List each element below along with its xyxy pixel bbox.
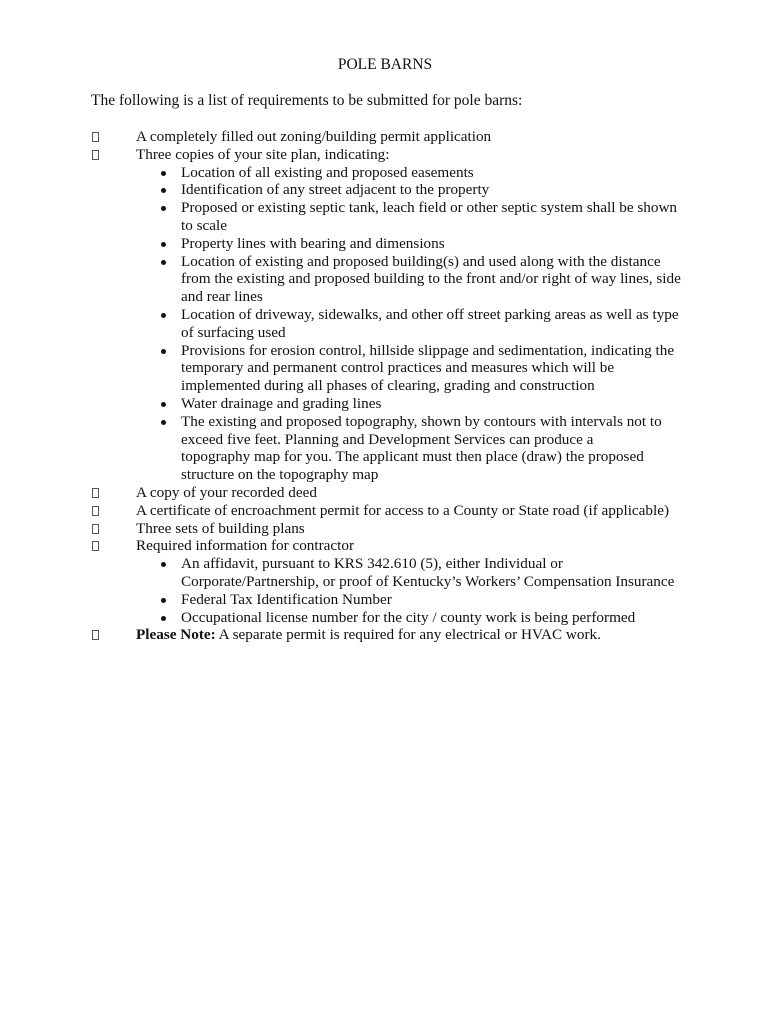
note-text: A separate permit is required for any electrical or HVAC work.: [215, 626, 601, 644]
sub-list-container: [91, 164, 691, 484]
checkbox-icon: [92, 150, 99, 160]
sub-requirement-line: Occupational license number for the city / county work is being performed: [181, 608, 636, 626]
sub-requirement-item: [136, 395, 691, 413]
requirement-text: A copy of your recorded deed: [136, 483, 317, 501]
bullet-icon: [161, 420, 166, 425]
bullet-icon: [161, 242, 166, 247]
sub-requirement-line: Water drainage and grading lines: [181, 394, 382, 412]
sub-requirement-line: The existing and proposed topography, shown by contours with intervals not to: [181, 412, 662, 430]
bullet-icon: [161, 188, 166, 193]
sub-requirement-item: [136, 413, 691, 484]
sub-requirement-line: Proposed or existing septic tank, leach field or other septic system shall be shown: [181, 199, 678, 217]
bullet-icon: [161, 206, 166, 211]
sub-requirement-line: Federal Tax Identification Number: [181, 590, 392, 608]
bullet-icon: [161, 260, 166, 265]
checkbox-icon: [92, 524, 99, 534]
sub-requirement-line: Location of all existing and proposed easements: [181, 163, 474, 181]
sub-requirement-line: Location of driveway, sidewalks, and other off street parking areas as well as type: [181, 305, 679, 323]
requirement-text: Three copies of your site plan, indicating:: [136, 145, 390, 163]
sub-requirement-line: exceed five feet. Planning and Development Services can produce a: [181, 430, 594, 448]
page-title: POLE BARNS: [337, 56, 433, 73]
sub-requirement-line: Location of existing and proposed building(s) and used along with the distance: [181, 252, 661, 270]
bullet-icon: [161, 562, 166, 567]
sub-requirement-item: [136, 342, 691, 395]
sub-requirement-line: and rear lines: [181, 288, 263, 306]
checkbox-icon: [92, 506, 99, 516]
note-item: [91, 626, 691, 644]
sub-requirement-item: [136, 555, 691, 591]
requirement-item: [91, 128, 691, 146]
requirement-text: A certificate of encroachment permit for access to a County or State road (if applicable): [136, 501, 670, 519]
requirement-item: [91, 146, 691, 164]
requirement-item: [91, 502, 691, 520]
note-label: Please Note:: [136, 626, 216, 644]
requirement-item: [91, 484, 691, 502]
sub-requirement-item: [136, 253, 691, 306]
sub-requirement-line: structure on the topography map: [181, 466, 379, 484]
requirement-text: Three sets of building plans: [136, 519, 305, 537]
bullet-icon: [161, 313, 166, 318]
sub-requirement-line: temporary and permanent control practices and measures which will be: [181, 359, 615, 377]
intro-text: The following is a list of requirements to be submitted for pole barns:: [91, 92, 523, 109]
sub-requirement-item: [136, 181, 691, 199]
sub-requirement-line: Corporate/Partnership, or proof of Kentucky’s Workers’ Compensation Insurance: [181, 572, 675, 590]
sub-requirement-line: Provisions for erosion control, hillside slippage and sedimentation, indicating the: [181, 341, 675, 359]
sub-requirement-line: Identification of any street adjacent to the property: [181, 181, 490, 199]
bullet-icon: [161, 171, 166, 176]
sub-list-container: [91, 555, 691, 626]
requirement-item: [91, 537, 691, 555]
sub-requirement-item: [136, 199, 691, 235]
bullet-icon: [161, 402, 166, 407]
sub-requirement-line: topography map for you. The applicant must then place (draw) the proposed: [181, 448, 644, 466]
requirement-text: Required information for contractor: [136, 537, 355, 555]
sub-requirement-line: to scale: [181, 216, 227, 234]
sub-requirement-line: An affidavit, pursuant to KRS 342.610 (5), either Individual or: [181, 555, 563, 573]
requirements-list: [91, 128, 691, 644]
sub-requirement-item: [136, 306, 691, 342]
checkbox-icon: [92, 630, 99, 640]
sub-requirement-line: from the existing and proposed building to the front and/or right of way lines, side: [181, 270, 681, 288]
sub-requirements-list: [136, 555, 691, 626]
sub-requirement-item: [136, 235, 691, 253]
bullet-icon: [161, 598, 166, 603]
bullet-icon: [161, 616, 166, 621]
checkbox-icon: [92, 541, 99, 551]
sub-requirements-list: [136, 164, 691, 484]
requirement-item: [91, 520, 691, 538]
bullet-icon: [161, 349, 166, 354]
sub-requirement-line: Property lines with bearing and dimensions: [181, 234, 445, 252]
sub-requirement-line: implemented during all phases of clearing, grading and construction: [181, 377, 595, 395]
checkbox-icon: [92, 488, 99, 498]
sub-requirement-line: of surfacing used: [181, 323, 286, 341]
requirement-text: A completely filled out zoning/building permit application: [136, 128, 492, 145]
checkbox-icon: [92, 132, 99, 142]
sub-requirement-item: [136, 164, 691, 182]
sub-requirement-item: [136, 591, 691, 609]
sub-requirement-item: [136, 609, 691, 627]
